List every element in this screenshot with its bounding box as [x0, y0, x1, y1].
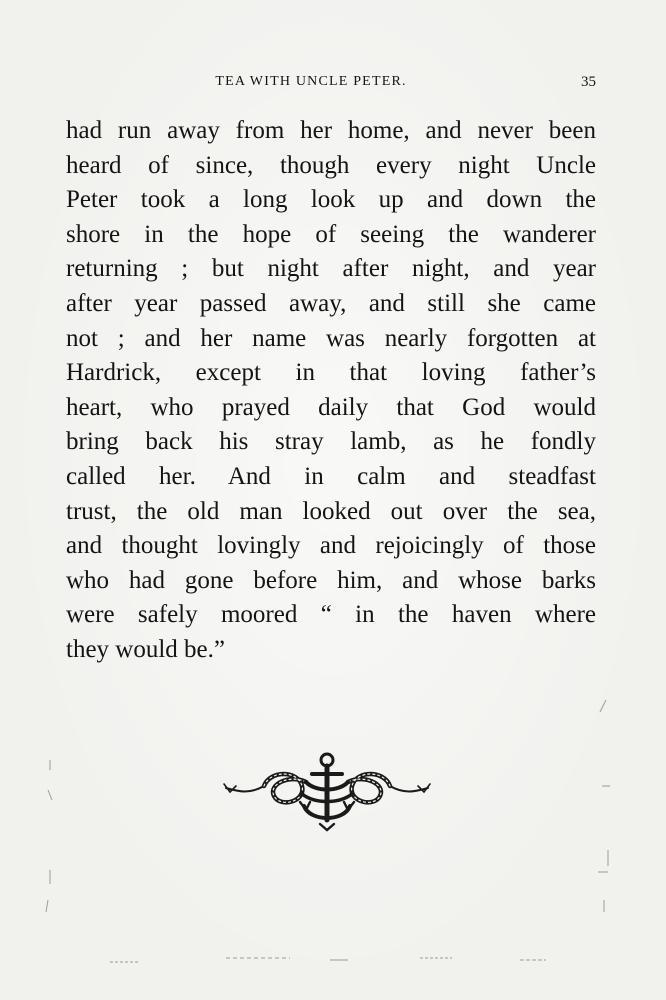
text-line: Peter took a long look up and down the — [66, 186, 596, 214]
running-title: TEA WITH UNCLE PETER. — [215, 74, 407, 89]
text-line: after year passed away, and still she came — [66, 289, 596, 317]
text-line: and thought lovingly and rejoicingly of those — [66, 532, 596, 560]
page-number: 35 — [581, 74, 596, 90]
body-text — [66, 114, 596, 668]
text-line: Hardrick, except in that loving father’s — [66, 359, 596, 387]
text-line: bring back his stray lamb, as he fondly — [66, 428, 596, 456]
text-line: heard of since, though every night Uncle — [66, 151, 596, 179]
text-line: they would be.” — [66, 635, 225, 663]
anchor-rope-ornament-icon — [220, 748, 434, 834]
text-line: shore in the hope of seeing the wanderer — [66, 220, 596, 248]
text-line: who had gone before him, and whose barks — [66, 566, 596, 594]
text-line: heart, who prayed daily that God would — [66, 393, 596, 421]
text-line: not ; and her name was nearly forgotten at — [66, 324, 596, 352]
text-line: trust, the old man looked out over the sea, — [66, 497, 596, 525]
text-line: had run away from her home, and never been — [66, 117, 596, 144]
running-head — [66, 74, 596, 96]
text-line: returning ; but night after night, and year — [66, 255, 596, 283]
text-line: were safely moored “ in the haven where — [66, 601, 596, 629]
text-line: called her. And in calm and steadfast — [66, 462, 596, 490]
